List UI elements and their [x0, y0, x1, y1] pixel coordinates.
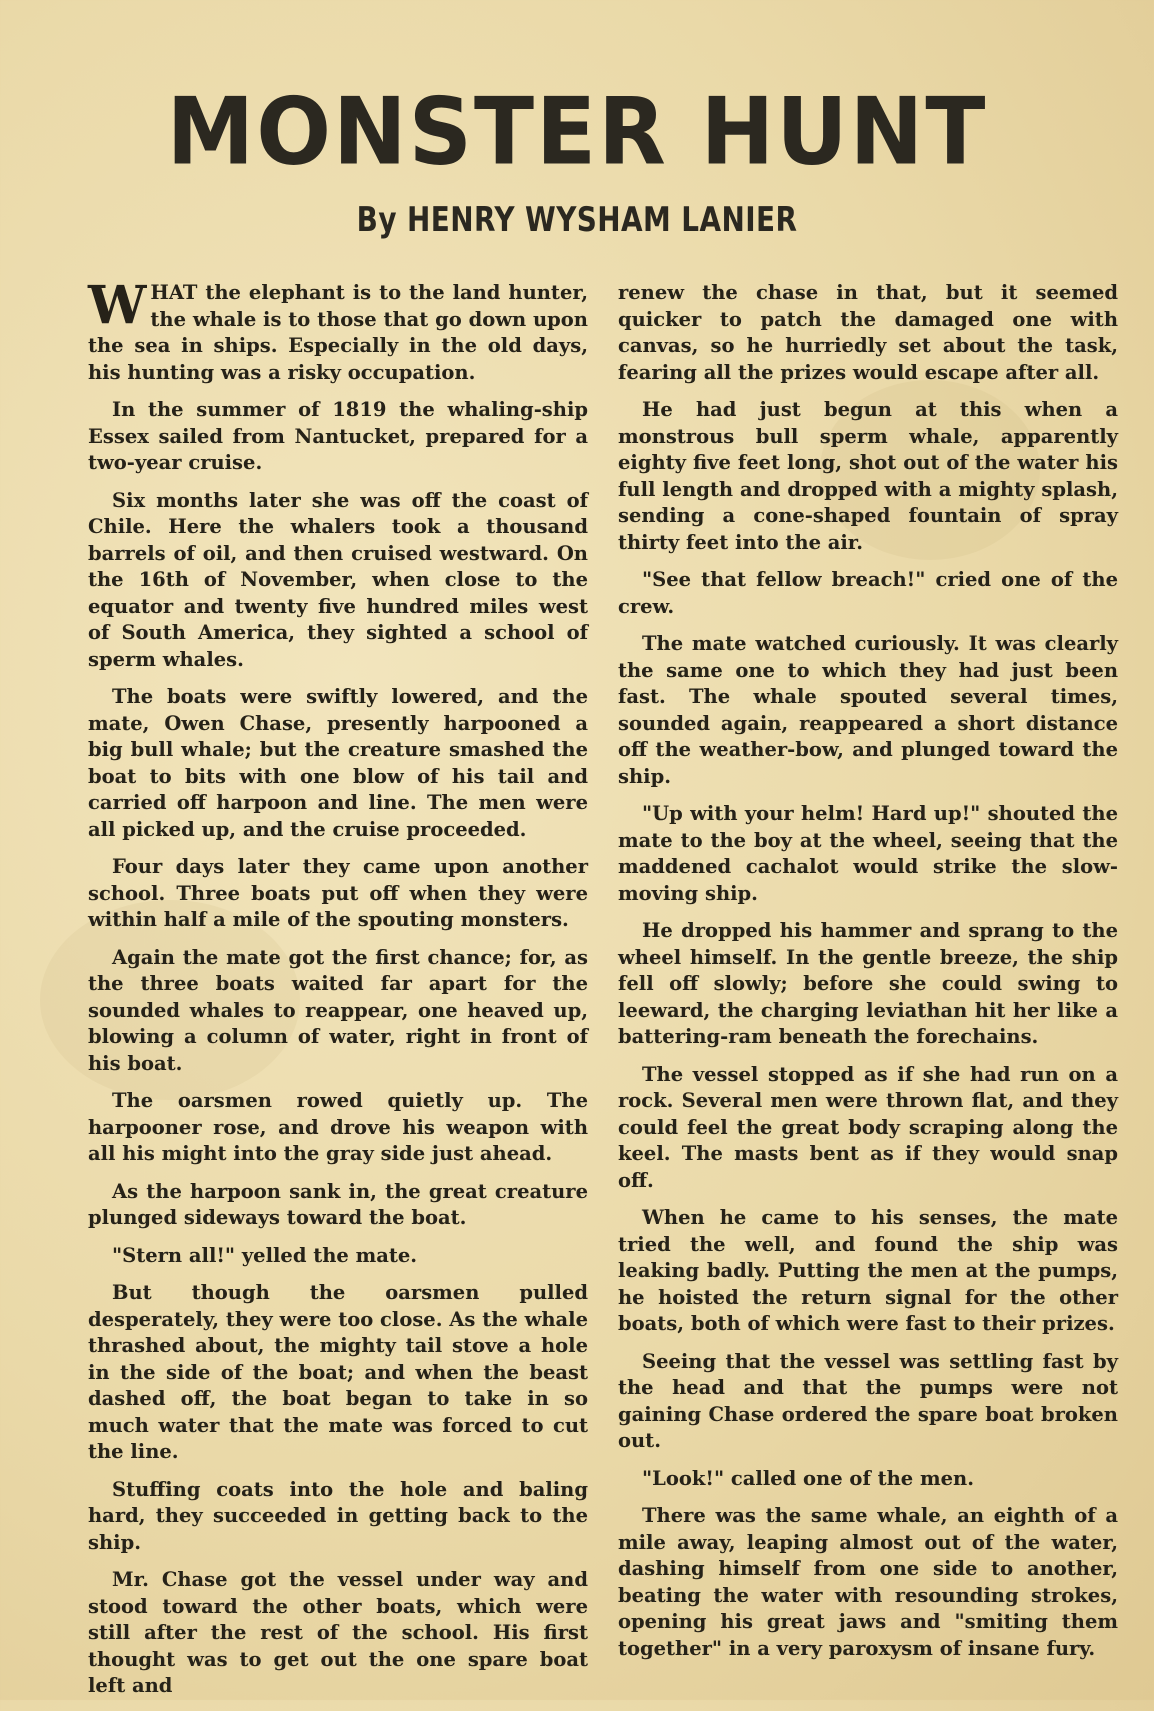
paragraph: He dropped his hammer and sprang to the wheel himself. In the gentle breeze, the ship fell off slowly; before she could swing to leeward, the charging leviathan hit her like a battering-ram beneath the forechains.: [618, 919, 1118, 1048]
paragraph: The oarsmen rowed quietly up. The harpooner rose, and drove his weapon with all his might into the gray side just ahead.: [88, 1089, 588, 1165]
paragraph: He had just begun at this when a monstrous bull sperm whale, apparently eighty five feet long, shot out of the water his full length and dropped with a mighty splash, sending a cone-shaped fountain of spray thirty feet into the air.: [618, 398, 1118, 554]
paragraph: The vessel stopped as if she had run on a rock. Several men were thrown flat, and they could feel the great body scraping along the keel. The masts bent as if they would snap off.: [618, 1062, 1118, 1192]
paragraph: In the summer of 1819 the whaling-ship Essex sailed from Nantucket, prepared for a two-year cruise.: [88, 398, 588, 474]
paragraph: "Look!" called one of the men.: [642, 1466, 975, 1490]
paragraph: Stuffing coats into the hole and baling hard, they succeeded in getting back to the ship.: [88, 1477, 588, 1554]
paragraph: Mr. Chase got the vessel under way and stood toward the other boats, which were still after the rest of the school. His first thought was to get out the one spare boat left and: [88, 1568, 588, 1697]
paragraph: But though the oarsmen pulled desperately, they were too close. As the whale thrashed about, the mighty tail stove a hole in the side of the boat; and when the beast dashed off, the boat began to take in so much water that the mate was forced to cut the line.: [88, 1281, 588, 1463]
paragraph: Again the mate got the first chance; for, as the three boats waited far apart for the sounded whales to reappear, one heaved up, blowing a column of water, right in front of his boat.: [88, 945, 588, 1075]
paragraph: Four days later they came upon another school. Three boats put off when they were within half a mile of the spouting monsters.: [88, 855, 588, 931]
drop-cap: W: [88, 275, 147, 336]
article-byline: By HENRY WYSHAM LANIER: [356, 200, 798, 240]
paragraph: The mate watched curiously. It was clearly the same one to which they had just been fast. The whale spouted several times, sounded again, reappeared a short distance off the weather-bow, and plunged toward the ship.: [618, 632, 1118, 788]
paragraph: When he came to his senses, the mate tried the well, and found the ship was leaking badly. Putting the men at the pumps, he hoisted the return signal for the other boats, both of which were fast to their prizes.: [618, 1206, 1118, 1335]
paragraph: Six months later she was off the coast of Chile. Here the whalers took a thousand barrels of oil, and then cruised westward. On the 16th of November, when close to the equator and twenty five hundred miles west of South America, they sighted a school of sperm whales.: [88, 488, 588, 671]
paragraph: Seeing that the vessel was settling fast by the head and that the pumps were not gaining Chase ordered the spare boat broken out.: [618, 1349, 1118, 1452]
paragraph: As the harpoon sank in, the great creature plunged sideways toward the boat.: [88, 1179, 588, 1229]
paragraph: The boats were swiftly lowered, and the mate, Owen Chase, presently harpooned a big bull whale; but the creature smashed the boat to bits with one blow of his tail and carried off harpoon and line. The men were all picked up, and the cruise proceeded.: [88, 685, 588, 841]
paragraph: WHAT the elephant is to the land hunter, the whale is to those that go down upon the sea in ships. Especially in the old days, his hunting was a risky occupation.: [88, 275, 588, 384]
paragraph: "See that fellow breach!" cried one of the crew.: [618, 568, 1118, 618]
right-column: [618, 280, 1118, 1673]
left-column: [88, 275, 588, 1711]
paragraph: There was the same whale, an eighth of a mile away, leaping almost out of the water, dashing himself from one side to another, beating the water with resounding strokes, opening his great jaws and "smiting them together" in a very paroxysm of insane fury.: [618, 1504, 1118, 1660]
article-title: MONSTER HUNT: [166, 77, 988, 186]
paragraph: "Up with your helm! Hard up!" shouted the mate to the boy at the wheel, seeing that the maddened cachalot would strike the slow-moving ship.: [618, 802, 1118, 905]
paragraph: "Stern all!" yelled the mate.: [112, 1243, 418, 1267]
paragraph: renew the chase in that, but it seemed quicker to patch the damaged one with canvas, so he hurriedly set about the task, fearing all the prizes would escape after all.: [618, 281, 1118, 384]
